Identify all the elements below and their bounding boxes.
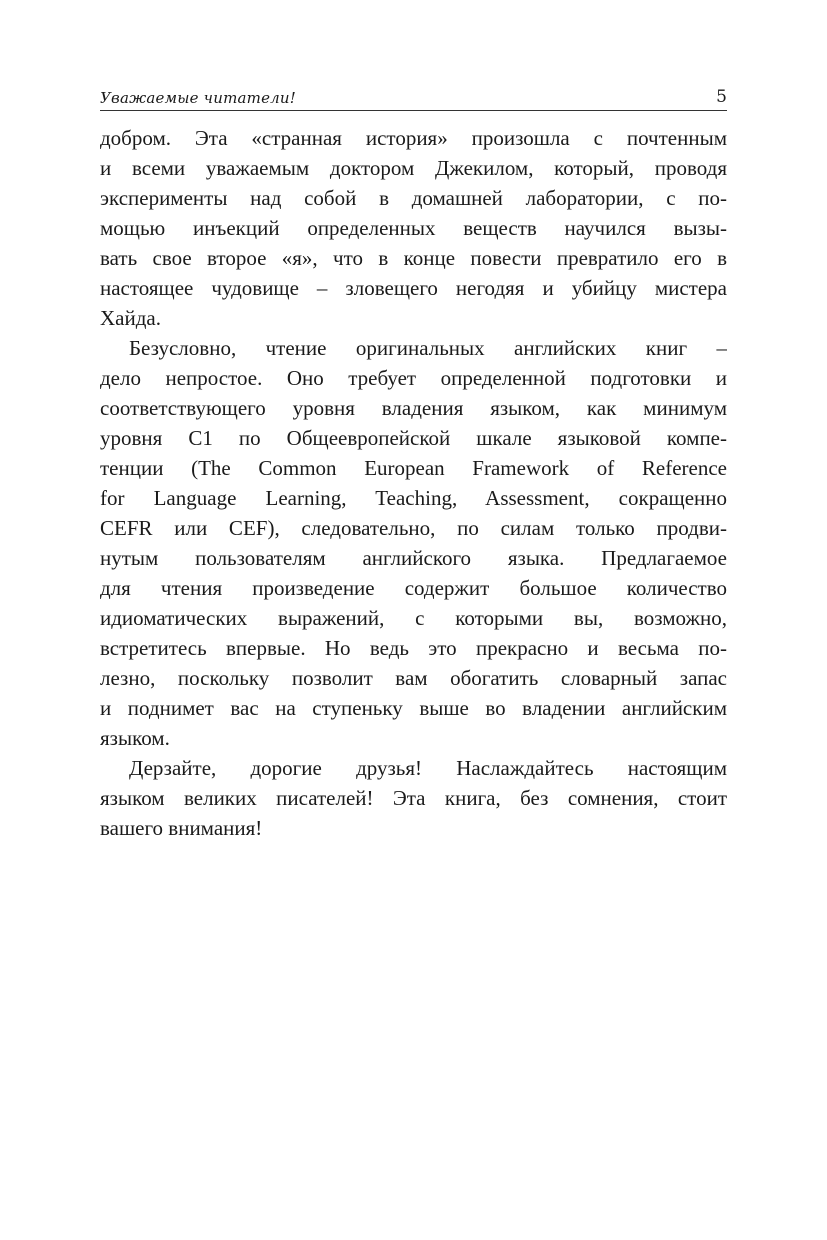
text-line: дело непростое. Оно требует определенной подготовки и — [100, 366, 727, 390]
text-line: соответствующего уровня владения языком, как минимум — [100, 396, 727, 420]
text-line: CEFR или CEF), следовательно, по силам только продви- — [100, 516, 727, 540]
text-line: Хайда. — [100, 306, 161, 330]
paragraph — [100, 333, 727, 753]
body-text — [100, 123, 727, 843]
text-line: идиоматических выражений, с которыми вы, возможно, — [100, 606, 727, 630]
text-line: языком великих писателей! Эта книга, без сомнения, стоит — [100, 786, 727, 810]
running-head — [100, 88, 727, 111]
text-line: лезно, поскольку позволит вам обогатить словарный запас — [100, 666, 727, 690]
text-line: Безусловно, чтение оригинальных английских книг – — [129, 336, 727, 360]
text-line: эксперименты над собой в домашней лаборатории, с по- — [100, 186, 727, 210]
text-line: вать свое второе «я», что в конце повести превратило его в — [100, 246, 727, 270]
text-line: уровня С1 по Общеевропейской шкале языковой компе- — [100, 426, 727, 450]
text-line: добром. Эта «странная история» произошла с почтенным — [100, 126, 727, 150]
text-line: встретитесь впервые. Но ведь это прекрасно и весьма по- — [100, 636, 727, 660]
text-line: Дерзайте, дорогие друзья! Наслаждайтесь настоящим — [129, 756, 727, 780]
text-line: вашего внимания! — [100, 816, 263, 840]
text-line: и поднимет вас на ступеньку выше во владении английским — [100, 696, 727, 720]
text-line: языком. — [100, 726, 170, 750]
text-line: для чтения произведение содержит большое количество — [100, 576, 727, 600]
text-line: нутым пользователям английского языка. Предлагаемое — [100, 546, 727, 570]
text-line: тенции (The Common European Framework of Reference — [100, 456, 727, 480]
text-line: настоящее чудовище – зловещего негодяя и убийцу мистера — [100, 276, 727, 300]
text-line: мощью инъекций определенных веществ научился вызы- — [100, 216, 727, 240]
running-title: Уважаемые читатели! — [100, 89, 296, 107]
text-line: for Language Learning, Teaching, Assessment, сокращенно — [100, 486, 727, 510]
paragraph — [100, 123, 727, 333]
text-line: и всеми уважаемым доктором Джекилом, который, проводя — [100, 156, 727, 180]
page-number: 5 — [716, 87, 727, 107]
paragraph — [100, 753, 727, 843]
